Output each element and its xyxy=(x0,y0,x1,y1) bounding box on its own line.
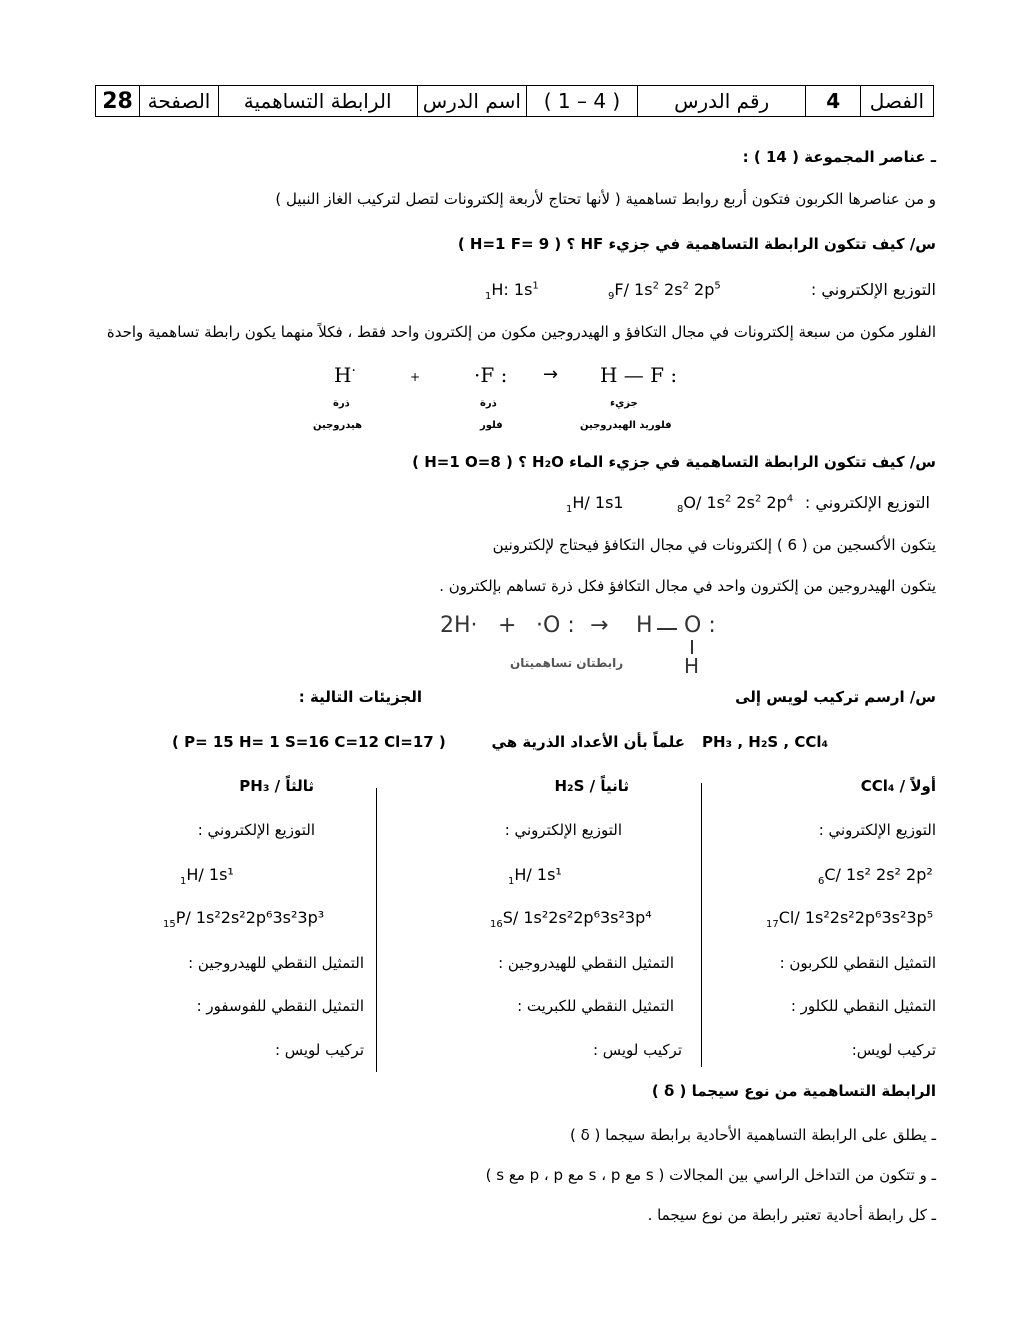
col3-title: ثالثاً / PH₃ xyxy=(239,777,314,795)
hf-diagram-molecule: H — F : xyxy=(600,363,678,387)
hf-label-atom-f: ذرة xyxy=(480,398,497,409)
h2o-diagram-arrow: → xyxy=(590,613,609,638)
h2o-diagram-o: ·O : xyxy=(536,613,575,638)
h2o-diagram-h: H xyxy=(636,613,653,638)
hf-label-hydrogen: هيدروجين xyxy=(313,420,363,431)
sigma-line2: ـ و تتكون من التداخل الراسي بين المجالات ( s مع s ، p مع p ، p مع s ) xyxy=(485,1166,936,1184)
h2o-bond-line xyxy=(657,628,677,630)
col1-dot1: التمثيل النقطي للكربون : xyxy=(779,954,936,972)
h2o-diagram-2h: 2H· xyxy=(440,613,478,638)
lewis-given-values: ( P= 15 H= 1 S=16 C=12 Cl=17 ) xyxy=(172,733,446,751)
hf-label-atom-h: ذرة xyxy=(333,398,350,409)
hf-diagram-plus: + xyxy=(410,370,421,384)
hf-label-fluorine: فلور xyxy=(480,420,503,431)
hf-config-label: التوزيع الإلكتروني : xyxy=(810,280,936,299)
sigma-title: الرابطة التساهمية من نوع سيجما ( δ ) xyxy=(651,1082,936,1100)
page-number: 28 xyxy=(102,88,133,114)
lesson-name-label: اسم الدرس xyxy=(417,86,527,116)
h2o-question-text: س/ كيف تتكون الرابطة التساهمية في جزيء الماء H₂O ؟ xyxy=(518,453,936,471)
sigma-line3: ـ كل رابطة أحادية تعتبر رابطة من نوع سيجما . xyxy=(647,1206,936,1224)
column-divider-left xyxy=(376,788,377,1072)
h2o-diagram-plus: + xyxy=(498,613,517,638)
hf-h-config: $_1$H: $1s^1$ xyxy=(485,280,539,303)
chapter-number: 4 xyxy=(805,86,859,116)
h2o-config-label: التوزيع الإلكتروني : xyxy=(804,493,930,512)
hf-diagram-arrow: → xyxy=(543,364,559,385)
lewis-question: س/ ارسم تركيب لويس إلى xyxy=(735,688,936,706)
lesson-name: الرابطة التساهمية xyxy=(218,86,417,116)
col2-dot1: التمثيل النقطي للهيدروجين : xyxy=(498,954,674,972)
hf-explanation: الفلور مكون من سبعة إلكترونات في مجال التكافؤ و الهيدروجين مكون من إلكترون واحد فقط ، فكلاً منهما يكون رابطة تساهمية واحدة xyxy=(106,323,936,341)
hf-diagram-f: ·F : xyxy=(474,363,508,387)
hf-question xyxy=(458,235,936,253)
h2o-question xyxy=(412,453,936,471)
h2o-diagram-o2: O : xyxy=(684,613,716,638)
column-divider-right xyxy=(701,783,702,1067)
h2o-h-config: $_1$H/ 1s1 xyxy=(566,493,624,516)
col2-title: ثانياً / H₂S xyxy=(554,777,629,795)
h2o-caption: رابطتان تساهميتان xyxy=(510,656,624,670)
col1-config-label: التوزيع الإلكتروني : xyxy=(818,821,936,839)
lewis-question-end: الجزيئات التالية : xyxy=(298,688,422,706)
hf-given: ( H=1 F= 9 ) xyxy=(457,235,562,253)
h2o-line2: يتكون الهيدروجين من إلكترون واحد في مجال التكافؤ فكل ذرة تساهم بإلكترون . xyxy=(439,577,936,595)
page-label: الصفحة xyxy=(139,86,218,116)
col1-title: أولاً / CCl₄ xyxy=(860,777,936,795)
col1-dot2: التمثيل النقطي للكلور : xyxy=(790,997,936,1015)
col2-config-label: التوزيع الإلكتروني : xyxy=(504,821,622,839)
hf-label-molecule: جزيء xyxy=(610,398,638,409)
col3-dot2: التمثيل النقطي للفوسفور : xyxy=(196,997,364,1015)
hf-f-config: $_9$F/ $1s^2$ $2s^2$ $2p^5$ xyxy=(608,280,721,303)
col3-config-label: التوزيع الإلكتروني : xyxy=(197,821,315,839)
col1-line1: $_6$C/ 1s² 2s² 2p² xyxy=(818,865,933,888)
h2o-o-config: $_8$O/ $1s^2$ $2s^2$ $2p^4$ xyxy=(677,493,794,516)
col1-line2: $_{17}$Cl/ 1s²2s²2p⁶3s²3p⁵ xyxy=(766,908,934,931)
group14-text: و من عناصرها الكربون فتكون أربع روابط تساهمية ( لأنها تحتاج لأربعة إلكترونات لتصل لتركيب الغاز النبيل ) xyxy=(275,190,936,208)
hf-question-text: س/ كيف تتكون الرابطة التساهمية في جزيء HF ؟ xyxy=(566,235,936,253)
col1-lewis: تركيب لويس: xyxy=(851,1041,936,1059)
group14-title: ـ عناصر المجموعة ( 14 ) : xyxy=(742,148,936,166)
sigma-line1: ـ يطلق على الرابطة التساهمية الأحادية برابطة سيجما ( δ ) xyxy=(569,1126,936,1144)
h2o-bond-vertical xyxy=(691,640,693,654)
h2o-line1: يتكون الأكسجين من ( 6 ) إلكترونات في مجال التكافؤ فيحتاج لإلكترونين xyxy=(492,536,936,554)
col2-lewis: تركيب لويس : xyxy=(592,1041,682,1059)
col3-line2: $_{15}$P/ 1s²2s²2p⁶3s²3p³ xyxy=(163,908,325,931)
col2-dot2: التمثيل النقطي للكبريت : xyxy=(517,997,674,1015)
lesson-number-label: رقم الدرس xyxy=(637,86,806,116)
h2o-diagram-h-bottom: H xyxy=(684,654,700,678)
chapter-label: الفصل xyxy=(860,86,933,116)
col3-line1: $_1$H/ 1s¹ xyxy=(180,865,234,888)
h2o-given: ( H=1 O=8 ) xyxy=(412,453,513,471)
col2-line2: $_{16}$S/ 1s²2s²2p⁶3s²3p⁴ xyxy=(490,908,652,931)
col3-lewis: تركيب لويس : xyxy=(274,1041,364,1059)
hf-label-hf: فلوريد الهيدروجين xyxy=(580,420,672,431)
hf-diagram-h: H· xyxy=(334,363,356,387)
header-table xyxy=(95,85,934,117)
lesson-number: ( 1 – 4 ) xyxy=(526,86,637,116)
col3-dot1: التمثيل النقطي للهيدروجين : xyxy=(188,954,364,972)
lewis-molecules: PH₃ , H₂S , CCl₄ xyxy=(702,733,829,751)
col2-line1: $_1$H/ 1s¹ xyxy=(508,865,562,888)
lewis-given-text: علماً بأن الأعداد الذرية هي xyxy=(491,733,685,751)
